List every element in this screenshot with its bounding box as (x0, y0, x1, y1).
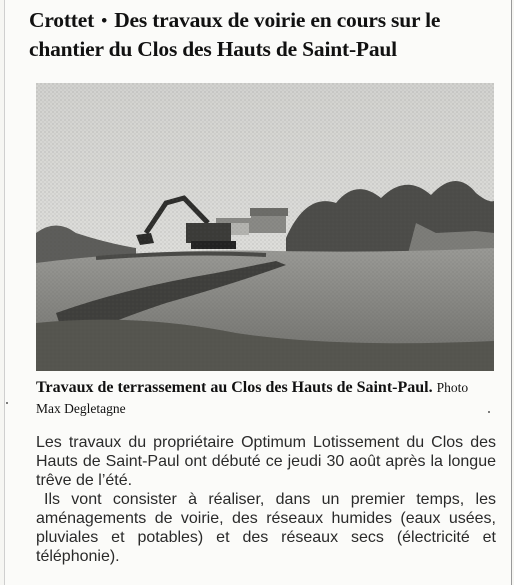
body-paragraph-1: Les travaux du propriétaire Optimum Lotissement du Clos des Hauts de Saint-Paul ont débuté ce jeudi 30 août après la longue trêve de l’été. (36, 434, 496, 489)
body-paragraph-2: Ils vont consister à réaliser, dans un premier temps, les aménagements de voirie, des réseaux humides (eaux usées, pluviales et potables) et des réseaux secs (électricité et téléphonie). (36, 491, 496, 565)
newspaper-clipping (4, 0, 512, 585)
caption-text: Travaux de terrassement au Clos des Hauts de Saint-Paul. (36, 379, 433, 396)
print-speck (488, 411, 490, 413)
photo-credit: Photo Max Degletagne (36, 380, 469, 416)
article-title: Des travaux de voirie en cours sur le chantier du Clos des Hauts de Saint-Paul (29, 8, 441, 61)
article-body (36, 433, 496, 566)
print-speck (6, 402, 8, 404)
photo-caption (36, 377, 496, 419)
article-photo (36, 83, 494, 371)
article-location: Crottet (29, 8, 95, 32)
article-headline (29, 6, 499, 63)
bullet-separator: • (101, 11, 108, 30)
